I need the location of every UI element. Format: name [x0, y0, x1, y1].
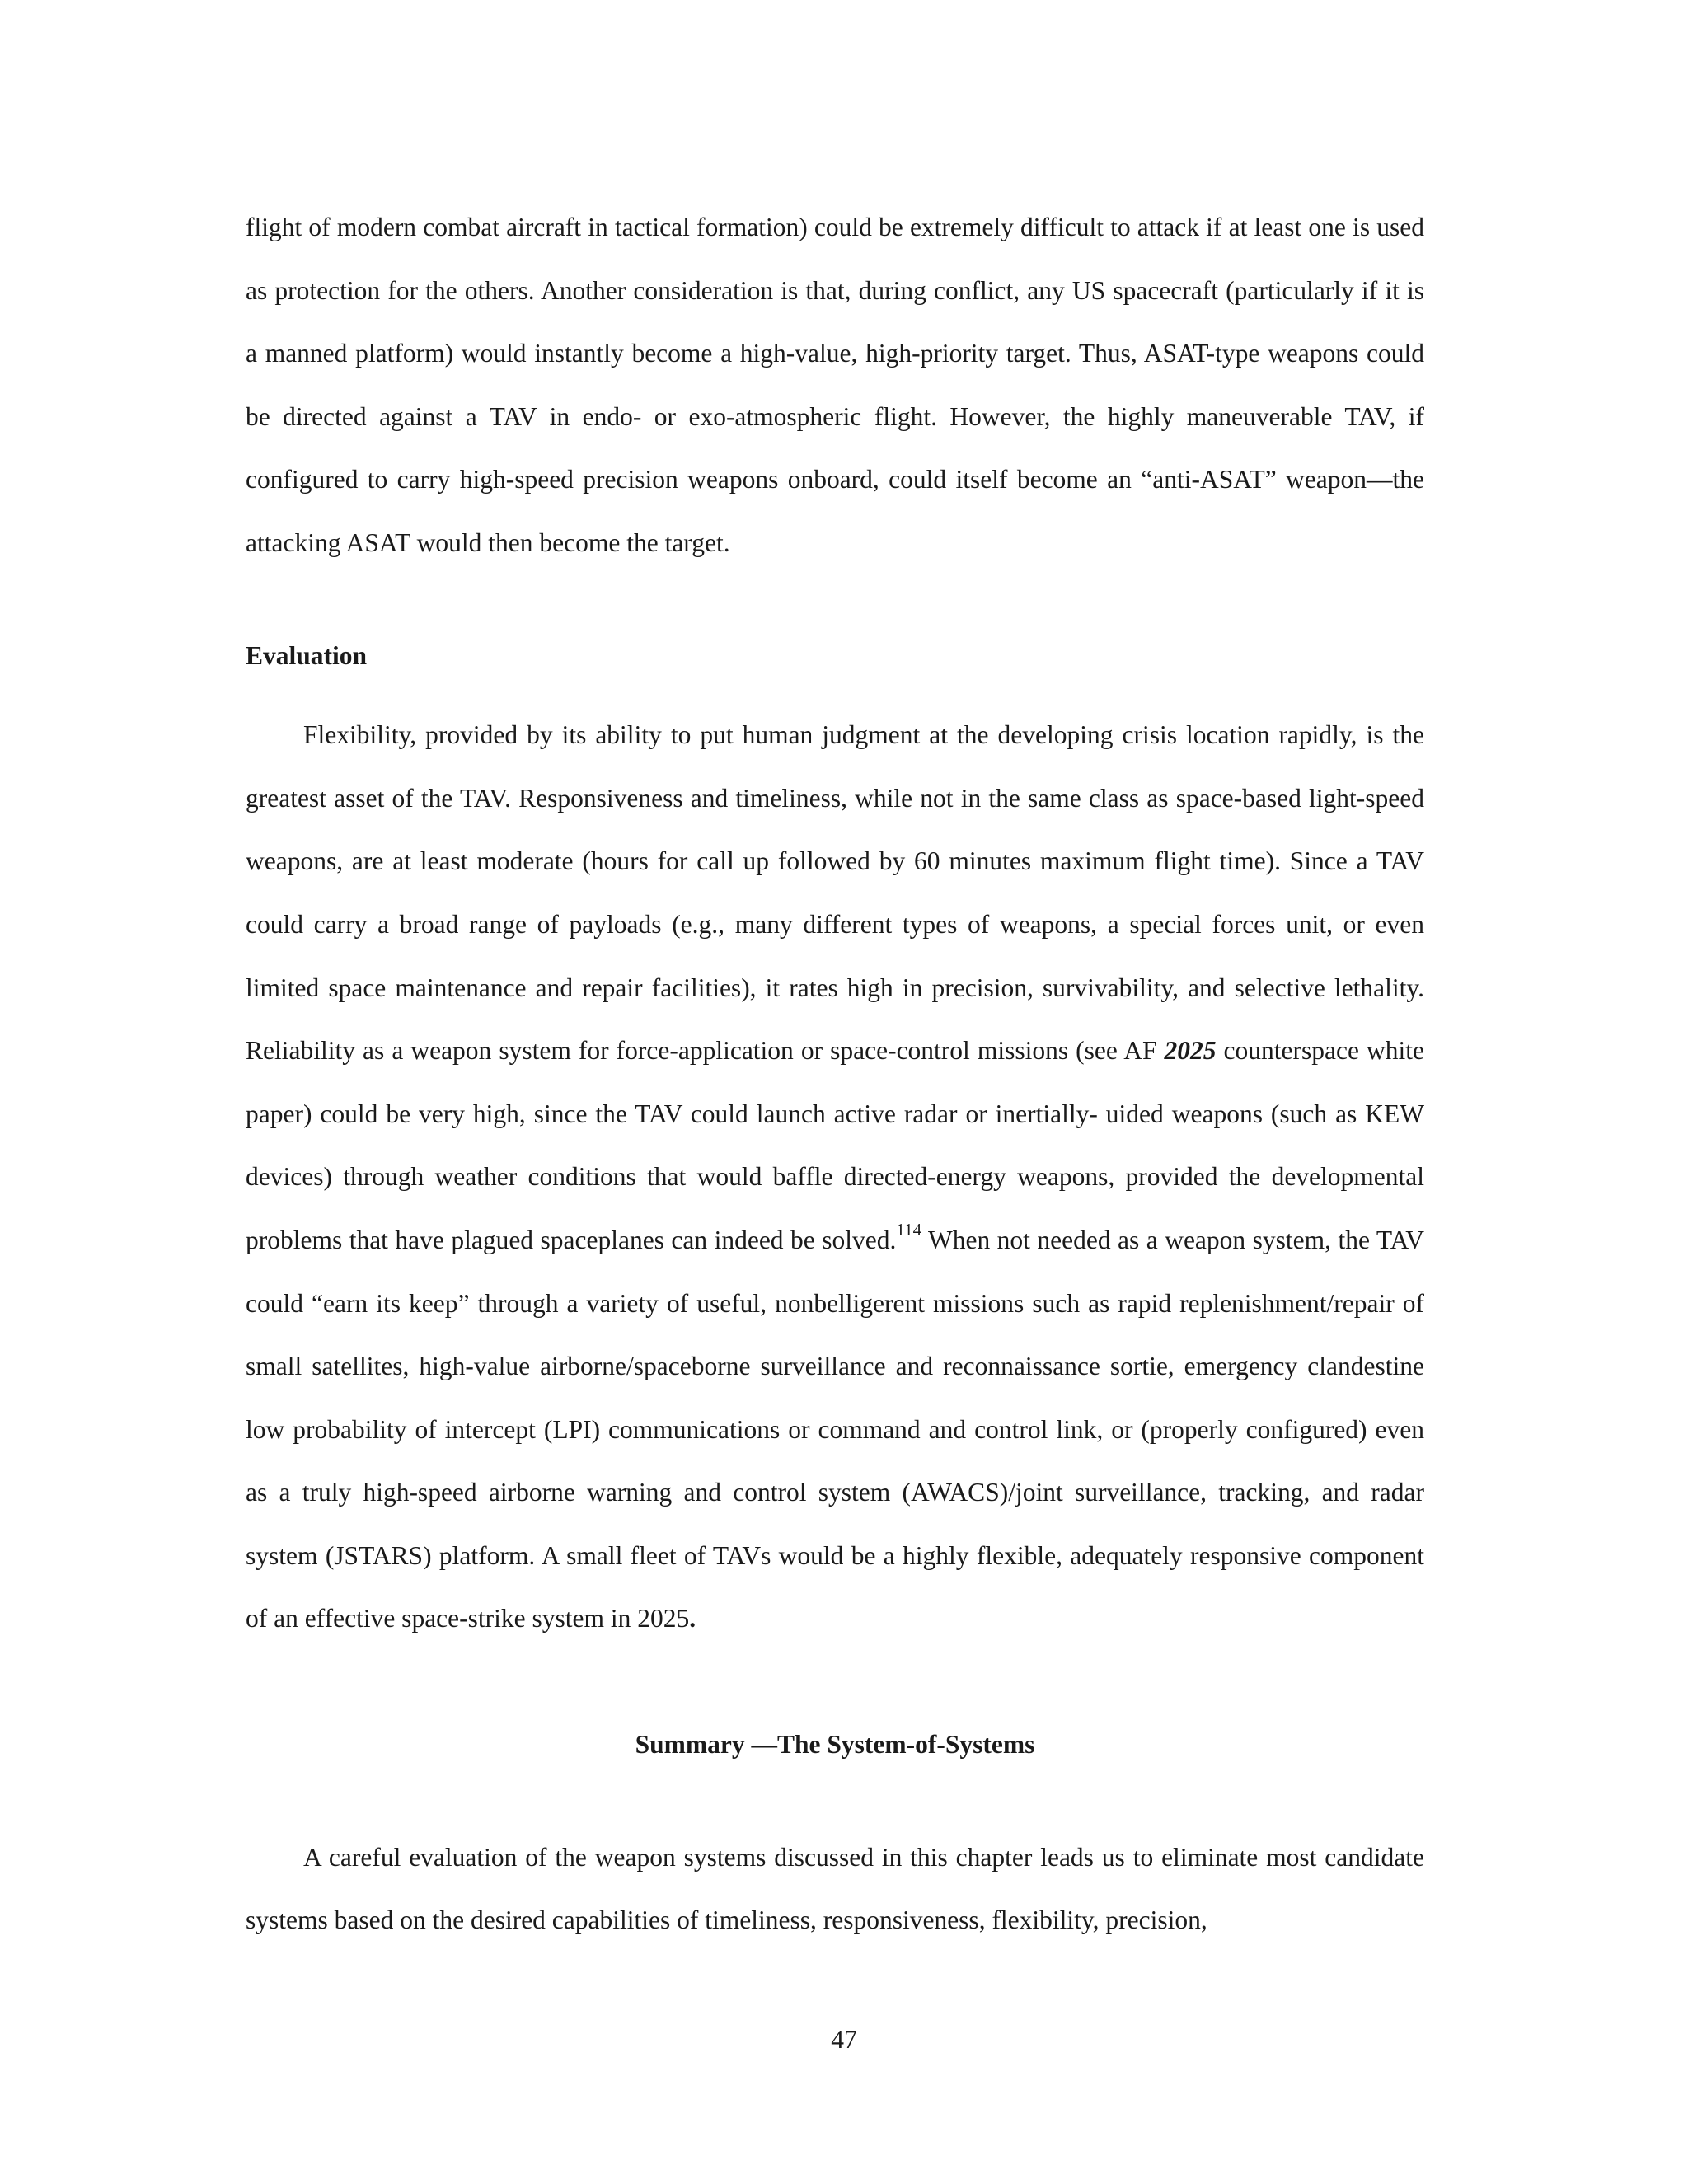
page-content	[246, 196, 1424, 1952]
section-heading-evaluation: Evaluation	[246, 640, 368, 670]
footnote-reference: 114	[896, 1219, 922, 1240]
body-paragraph-evaluation	[246, 704, 1424, 1651]
evaluation-text-part-2: counterspace white paper) could be very high, since the TAV could launch active radar or inertially- uided weapons (such as KEW devices) through weather conditions that would baffle directed-energy weapons, provided the developmental problems that have plagued spaceplanes can indeed be solved.	[246, 1036, 1424, 1254]
page-number: 47	[831, 2025, 857, 2054]
section-heading-summary: Summary —The System-of-Systems	[635, 1730, 1035, 1760]
body-paragraph-continued: flight of modern combat aircraft in tactical formation) could be extremely difficult to attack if at least one is used as protection for the others. Another consideration is that, during conflict, any US spacecraft (particularly if it is a manned platform) would instantly become a high-value, high-priority target. Thus, ASAT-type weapons could be directed against a TAV in endo- or exo-atmospheric flight. However, the highly maneuverable TAV, if configured to carry high-speed precision weapons onboard, could itself become an “anti-ASAT” weapon—the attacking ASAT would then become the target.	[246, 213, 1424, 557]
bold-period: .	[689, 1604, 696, 1633]
evaluation-text-part-1: Flexibility, provided by its ability to put human judgment at the developing crisis location rapidly, is the greatest asset of the TAV. Responsiveness and timeliness, while not in the same class as space-based light-speed weapons, are at least moderate (hours for call up followed by 60 minutes maximum flight time). Since a TAV could carry a broad range of payloads (e.g., many different types of weapons, a special forces unit, or even limited space maintenance and repair facilities), it rates high in precision, survivability, and selective lethality. Reliability as a weapon system for force-application or space-control missions (see AF	[246, 720, 1424, 1066]
evaluation-text-part-3: When not needed as a weapon system, the TAV could “earn its keep” through a variety of useful, nonbelligerent missions such as rapid replenishment/repair of small satellites, high-value airborne/spaceborne surveillance and reconnaissance sortie, emergency clandestine low probability of intercept (LPI) communications or command and control link, or (properly configured) even as a truly high-speed airborne warning and control system (AWACS)/joint surveillance, tracking, and radar system (JSTARS) platform. A small fleet of TAVs would be a highly flexible, adequately responsive component of an effective space-strike system in 2025	[246, 1225, 1425, 1633]
body-paragraph-summary: A careful evaluation of the weapon systems discussed in this chapter leads us to eliminate most candidate systems based on the desired capabilities of timeliness, responsiveness, flexibility, precision,	[246, 1842, 1424, 1935]
emphasis-2025: 2025	[1164, 1036, 1217, 1066]
